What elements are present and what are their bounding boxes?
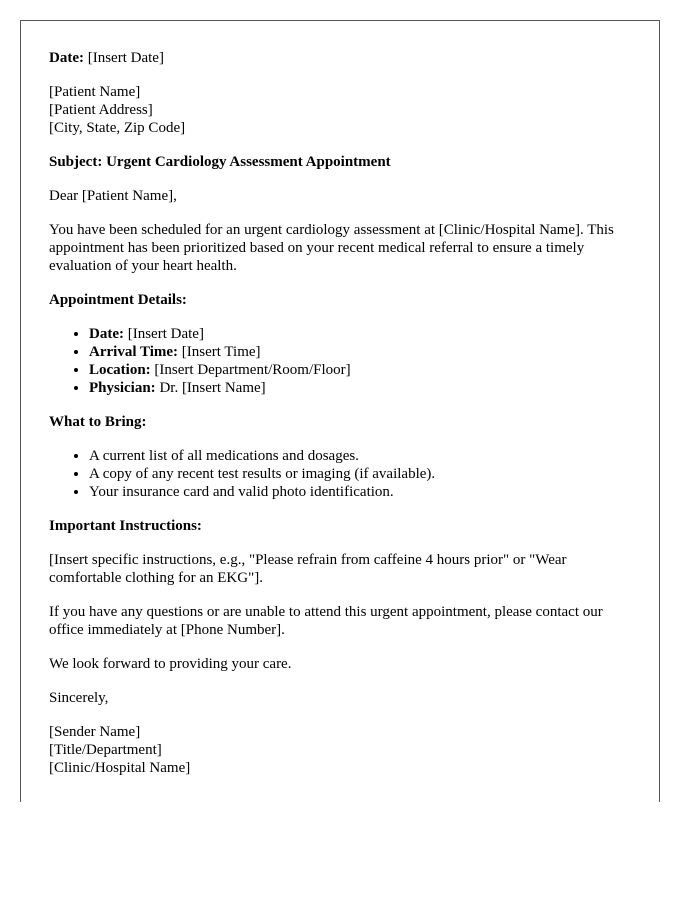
detail-label: Arrival Time: [89, 344, 179, 360]
detail-value: Dr. [Insert Name] [159, 380, 266, 396]
detail-label: Physician: [89, 380, 156, 396]
date-line [49, 49, 631, 67]
closing-line: We look forward to providing your care. [49, 656, 292, 672]
instructions-paragraph: [Insert specific instructions, e.g., "Please refrain from caffeine 4 hours prior" or "Wear comfortable clothing for an EKG"]. [49, 552, 567, 586]
recipient-address: [Patient Address] [49, 102, 153, 118]
salutation: Dear [Patient Name], [49, 188, 177, 204]
letter-page [20, 20, 660, 802]
bring-heading [49, 413, 631, 431]
appointment-details-list [49, 325, 631, 397]
recipient-block [49, 83, 631, 137]
instructions-heading [49, 517, 631, 535]
date-value: [Insert Date] [87, 50, 164, 66]
intro-paragraph: You have been scheduled for an urgent cardiology assessment at [Clinic/Hospital Name]. This appointment has been prioritized based on your recent medical referral to ensure a timely evaluation of your heart health. [49, 222, 614, 274]
sender-title: [Title/Department] [49, 742, 162, 758]
sender-name: [Sender Name] [49, 724, 141, 740]
list-item [89, 361, 631, 379]
recipient-name: [Patient Name] [49, 84, 141, 100]
sender-block [49, 723, 631, 777]
list-item [89, 325, 631, 343]
detail-value: [Insert Date] [127, 326, 204, 342]
list-item [89, 343, 631, 361]
instructions-heading-text: Important Instructions: [49, 518, 202, 534]
signoff: Sincerely, [49, 690, 109, 706]
date-label: Date: [49, 50, 84, 66]
detail-label: Location: [89, 362, 151, 378]
list-item [89, 379, 631, 397]
detail-value: [Insert Department/Room/Floor] [154, 362, 351, 378]
bring-list [49, 447, 631, 501]
list-item: • A copy of any recent test results or imaging (if available). [89, 465, 631, 483]
appointment-heading [49, 291, 631, 309]
detail-value: [Insert Time] [181, 344, 261, 360]
contact-paragraph: If you have any questions or are unable to attend this urgent appointment, please contact our office immediately at [Phone Number]. [49, 604, 603, 638]
subject-text: Subject: Urgent Cardiology Assessment Appointment [49, 154, 391, 170]
sender-organization: [Clinic/Hospital Name] [49, 760, 191, 776]
list-item: • Your insurance card and valid photo identification. [89, 483, 631, 501]
bring-heading-text: What to Bring: [49, 414, 147, 430]
detail-label: Date: [89, 326, 124, 342]
subject-line [49, 153, 631, 171]
appointment-heading-text: Appointment Details: [49, 292, 187, 308]
list-item: • A current list of all medications and dosages. [89, 447, 631, 465]
recipient-city-state-zip: [City, State, Zip Code] [49, 120, 186, 136]
